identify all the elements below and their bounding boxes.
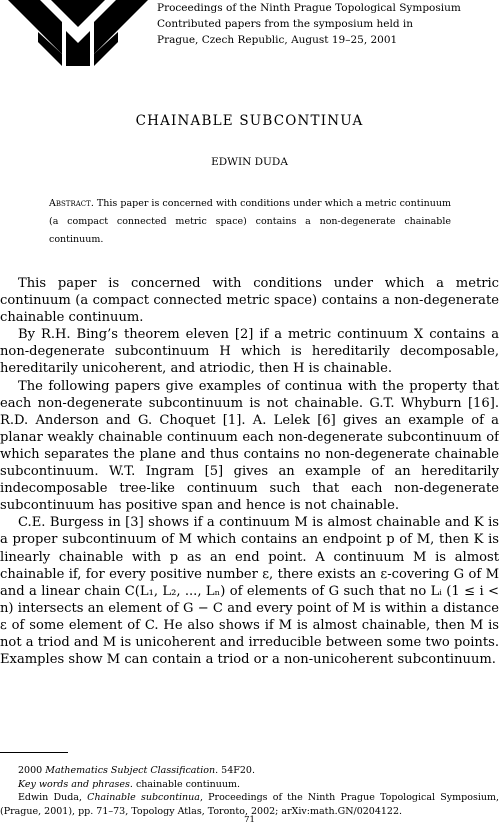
msc-year: 2000 (18, 765, 43, 776)
paragraph-1: This paper is concerned with conditions under which a metric continuum (a compact connected metric space) contains a non-degenerate chainable continuum. (0, 276, 499, 326)
header-line-3: Prague, Czech Republic, August 19–25, 2001 (157, 34, 398, 46)
paper-author: EDWIN DUDA (211, 156, 288, 168)
footnote-citation (0, 791, 499, 818)
paragraph-2: By R.H. Bing’s theorem eleven [2] if a metric continuum X contains a non-degenerate subcontinuum H which is hereditarily decomposable, hereditarily unicoherent, and atriodic, then H is chainable. (0, 327, 499, 377)
citation-author: Edwin Duda, (18, 792, 82, 803)
citation-title: Chainable subcontinua (87, 792, 200, 803)
keywords-value: chainable continuum. (135, 778, 241, 790)
abstract-text: This paper is concerned with conditions under which a metric continuum (a compact connected metric space) contains a non-degenerate chainable continuum. (49, 198, 451, 245)
paragraph-4: C.E. Burgess in [3] shows if a continuum M is almost chainable and K is a proper subcontinuum of M which contains an endpoint p of M, then K is linearly chainable with p as an end point. A continuum M is almost chainable if, for every positive number ε, there exists an ε-covering G of M and a linear chain C(L₁, L₂, ..., Lₙ) of elements of G such that no Lᵢ (1 ≤ i < n) intersects an element of G − C and every point of M is within a distance ε of some element of C. He also shows if M is almost chainable, then M is not a triod and M is unicoherent and irreducible between some two points. Examples show M can contain a triod or a non-unicoherent subcontinuum. (0, 515, 499, 668)
footnote-keywords (0, 778, 499, 792)
abstract-label: Abstract. (49, 198, 94, 209)
symposium-logo (8, 0, 148, 66)
msc-label: Mathematics Subject Classification. (45, 765, 219, 776)
proceedings-header (157, 0, 487, 48)
paper-title: CHAINABLE SUBCONTINUA (135, 113, 364, 129)
page-number: 71 (244, 815, 255, 825)
header-line-1: Proceedings of the Ninth Prague Topological Symposium (157, 2, 461, 14)
footnotes (0, 764, 499, 818)
paragraph-3: The following papers give examples of continua with the property that each non-degenerate subcontinuum is not chainable. G.T. Whyburn [16]. R.D. Anderson and G. Choquet [1]. A. Lelek [6] gives an example of a planar weakly chainable continuum each non-degenerate subcontinuum of which separates the plane and thus contains no non-degenerate chainable subcontinuum. W.T. Ingram [5] gives an example of an hereditarily indecomposable tree-like continuum such that each non-degenerate subcontinuum has positive span and hence is not chainable. (0, 378, 499, 514)
footnote-msc (0, 764, 499, 778)
keywords-label: Key words and phrases. (18, 778, 133, 790)
footnote-rule (0, 752, 68, 753)
abstract (49, 195, 451, 249)
citation-rest: , Proceedings of the Ninth Prague Topological Symposium, (Prague, 2001), pp. 71–73, Topology Atlas, Toronto, 2002; arXiv:math.GN/0204122. (0, 792, 499, 817)
msc-value: 54F20. (221, 765, 255, 776)
body-text (0, 275, 499, 668)
header-line-2: Contributed papers from the symposium held in (157, 18, 414, 30)
